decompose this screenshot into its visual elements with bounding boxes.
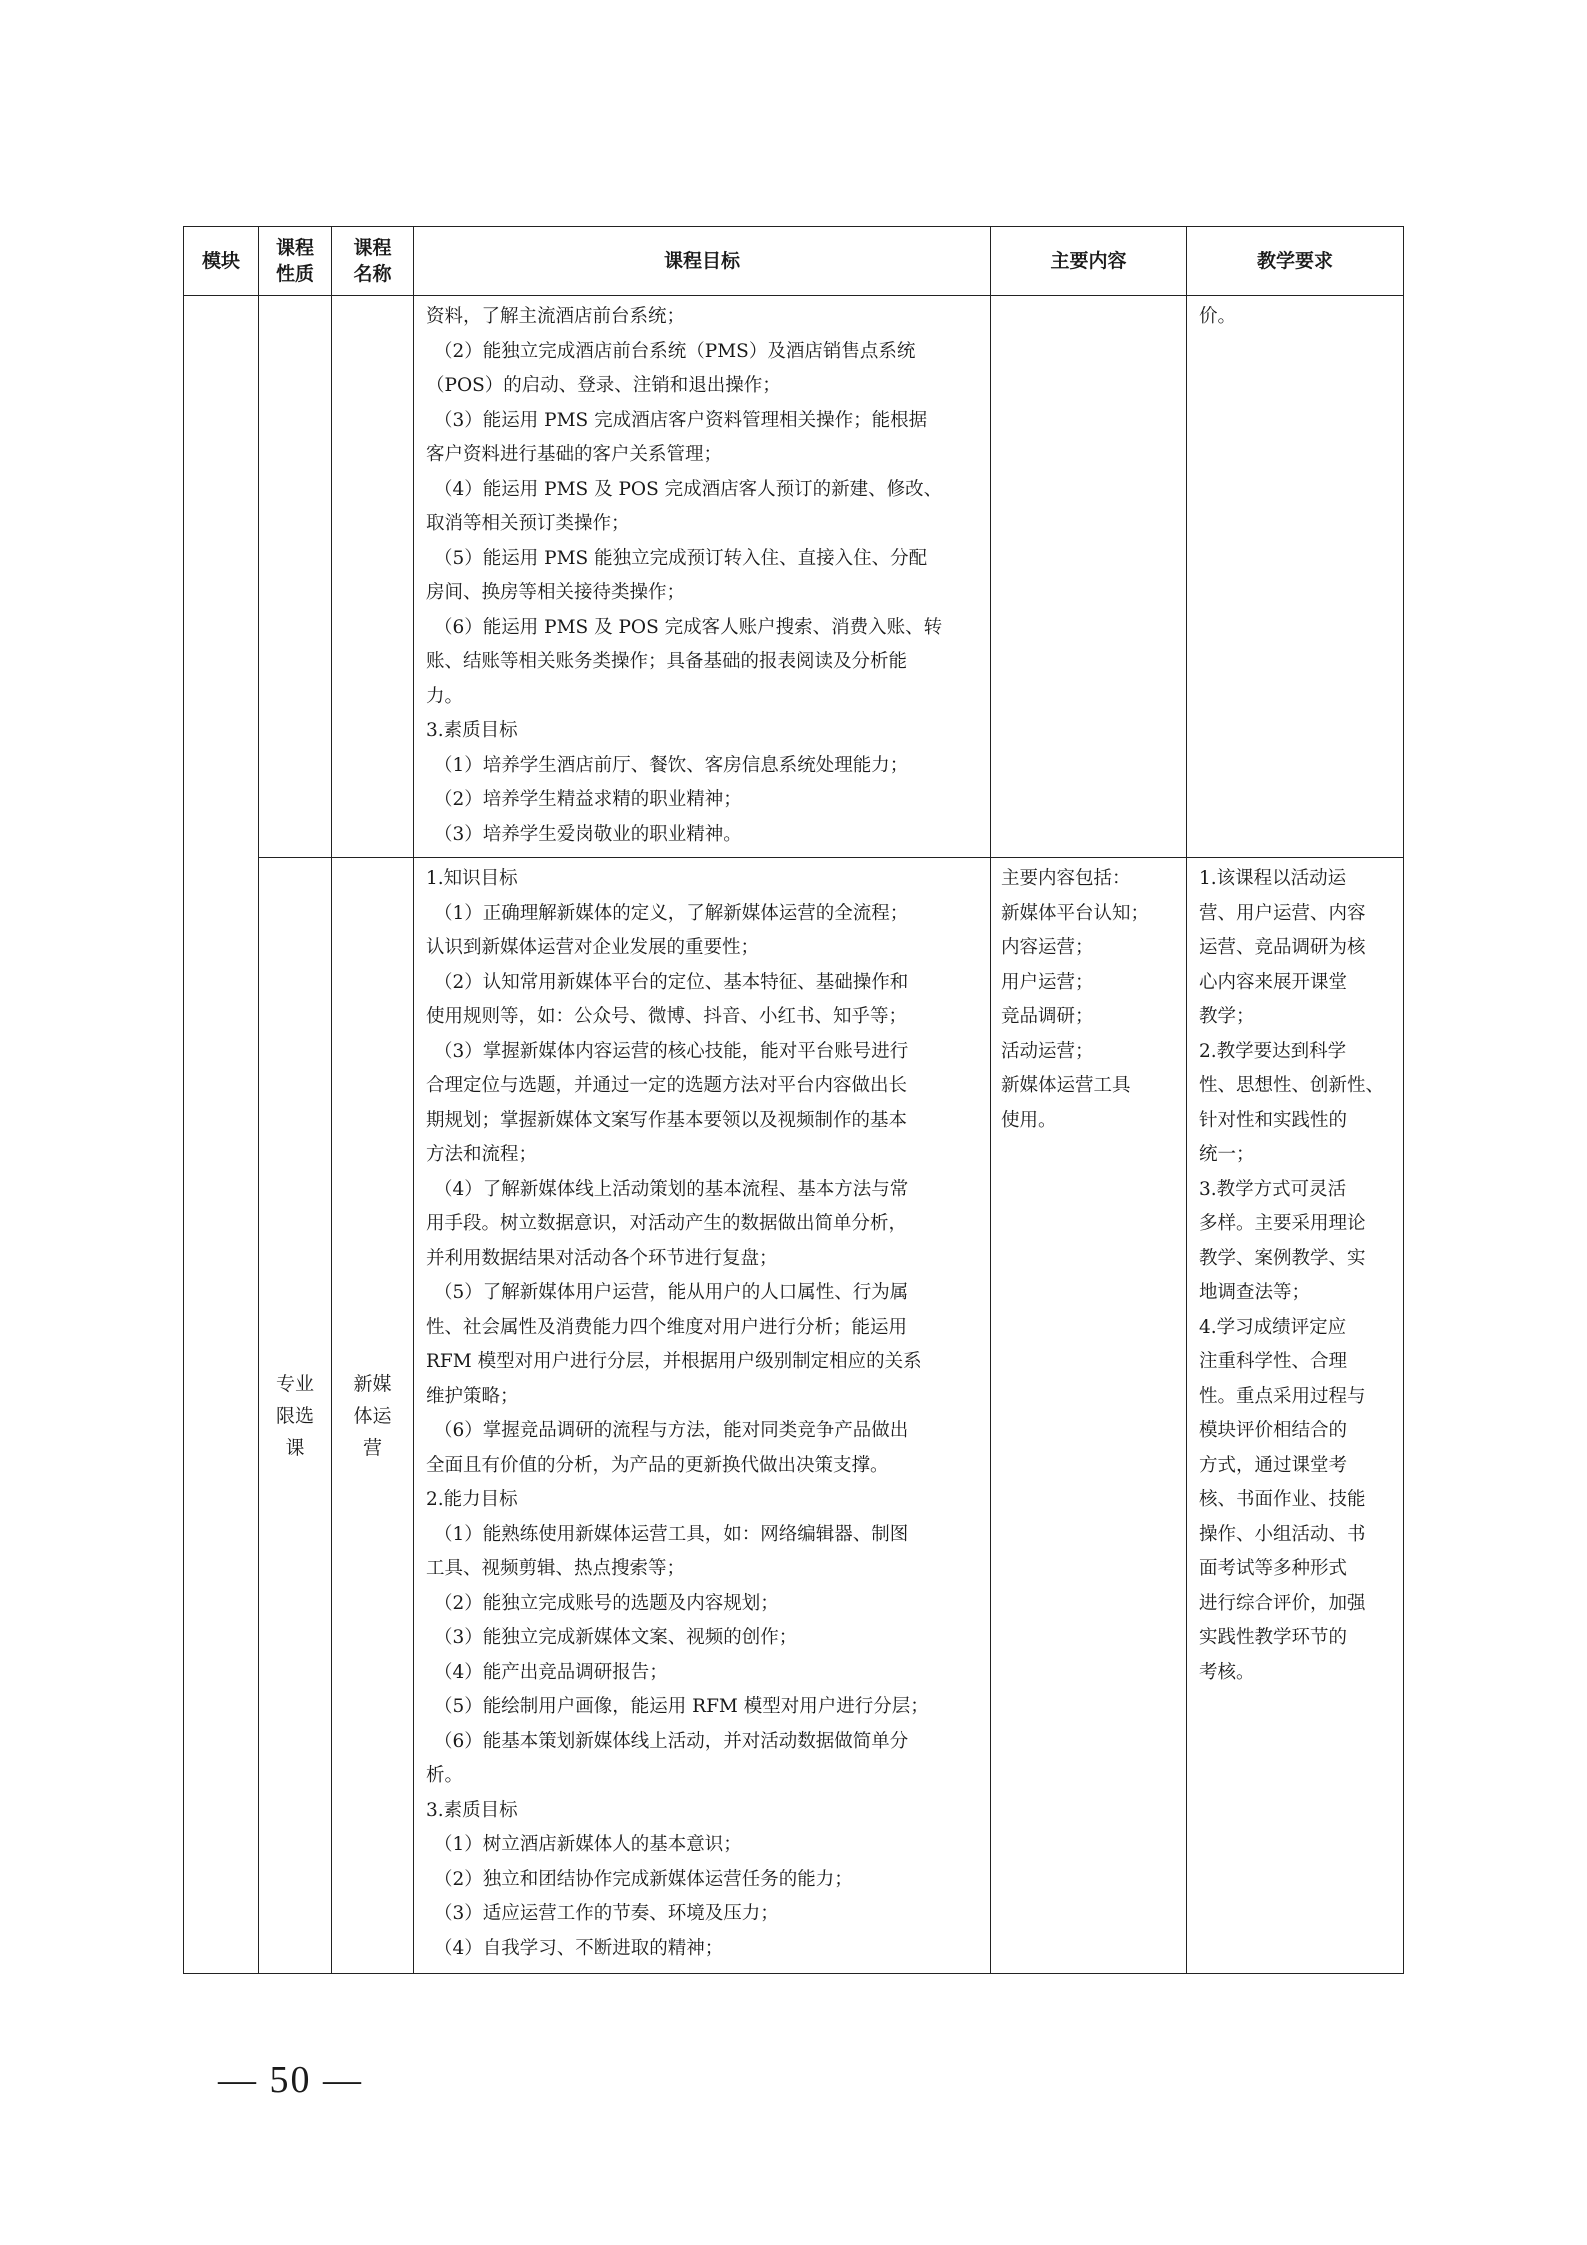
center-line: 新媒 [353,1372,392,1395]
requirement-line: 核、书面作业、技能 [1199,1489,1366,1510]
goal-line: 1.知识目标 [426,868,518,889]
cell-main-content [991,296,1187,858]
goal-line: （5）能绘制用户画像，能运用 RFM 模型对用户进行分层； [434,1696,929,1717]
cell-teaching-requirements [1187,858,1404,1974]
table-header-row [184,227,1404,296]
table-row [184,296,1404,858]
requirement-line: 考核。 [1199,1661,1255,1683]
header-module [184,227,259,296]
goal-line: （3）掌握新媒体内容运营的核心技能，能对平台账号进行 [434,1040,909,1062]
content-line: 用户运营； [1001,971,1094,993]
header-course-name [332,227,414,296]
goal-line: （1）能熟练使用新媒体运营工具，如：网络编辑器、制图 [434,1523,909,1545]
requirement-line: 统一； [1199,1144,1255,1165]
goal-line: （1）正确理解新媒体的定义，了解新媒体运营的全流程； [434,902,909,924]
goal-line: （1）树立酒店新媒体人的基本意识； [434,1834,742,1855]
requirement-line: 4.学习成绩评定应 [1199,1316,1347,1338]
requirement-line: 2.教学要达到科学 [1199,1040,1347,1062]
header-teaching-requirements-line: 教学要求 [1256,250,1333,272]
header-main-content-line: 主要内容 [1050,250,1127,272]
cell-teaching-requirements [1187,296,1404,858]
cell-course-goals [414,858,991,1974]
goal-line: 期规划；掌握新媒体文案写作基本要领以及视频制作的基本 [426,1109,908,1131]
goal-line: 账、结账等相关账务类操作；具备基础的报表阅读及分析能 [426,651,908,672]
center-line: 专业 [275,1372,314,1395]
goal-line: 力。 [426,685,464,707]
goal-line: 析。 [426,1765,464,1786]
goal-line: （5）了解新媒体用户运营，能从用户的人口属性、行为属 [434,1282,909,1303]
goal-line: （3）能独立完成新媒体文案、视频的创作； [434,1627,798,1648]
content-line: 活动运营； [1001,1040,1094,1062]
goal-line: （3）适应运营工作的节奏、环境及压力； [434,1903,779,1924]
goal-line: （4）能产出竞品调研报告； [434,1661,668,1683]
goal-line: （5）能运用 PMS 能独立完成预订转入住、直接入住、分配 [434,547,928,569]
goal-line: 使用规则等，如：公众号、微博、抖音、小红书、知乎等； [426,1006,908,1027]
requirement-line: 运营、竞品调研为核 [1199,937,1366,958]
goal-line: （POS）的启动、登录、注销和退出操作； [426,375,781,396]
center-line: 体运 [353,1404,392,1427]
goal-line: （4）能运用 PMS 及 POS 完成酒店客人预订的新建、修改、 [434,478,943,500]
goal-line: 3.素质目标 [426,1799,518,1821]
goal-line: （1）培养学生酒店前厅、餐饮、客房信息系统处理能力； [434,754,909,776]
header-course-goals [414,227,991,296]
requirement-line: 进行综合评价，加强 [1199,1592,1366,1614]
goal-line: RFM 模型对用户进行分层，并根据用户级别制定相应的关系 [426,1351,922,1372]
requirement-line: 地调查法等； [1199,1282,1311,1303]
cell-course-nature [259,858,332,1974]
content-line: 内容运营； [1001,937,1094,958]
requirement-line: 性。重点采用过程与 [1199,1385,1366,1407]
goal-line: 维护策略； [426,1385,519,1407]
content-line: 主要内容包括： [1001,868,1131,889]
page-number: — 50 — [218,2059,363,2101]
center-line: 营 [362,1436,382,1459]
center-line: 课 [285,1436,305,1459]
cell-main-content [991,858,1187,1974]
requirement-line: 注重科学性、合理 [1199,1351,1348,1372]
requirement-line: 教学； [1199,1006,1255,1027]
requirement-line: 心内容来展开课堂 [1199,971,1348,993]
requirement-line: 模块评价相结合的 [1199,1420,1348,1441]
header-course-name-line: 名称 [353,263,392,285]
goal-line: 性、社会属性及消费能力四个维度对用户进行分析；能运用 [426,1316,908,1338]
goal-line: 认识到新媒体运营对企业发展的重要性； [426,937,760,958]
header-course-goals-line: 课程目标 [663,250,740,272]
goal-line: 取消等相关预订类操作； [426,513,630,534]
goal-line: 2.能力目标 [426,1489,518,1510]
goal-line: （6）能基本策划新媒体线上活动，并对活动数据做简单分 [434,1730,909,1752]
cell-course-goals [414,296,991,858]
content-line: 竞品调研； [1001,1006,1094,1027]
curriculum-table [183,226,1404,1974]
header-course-nature [259,227,332,296]
requirement-line: 操作、小组活动、书 [1199,1523,1366,1545]
requirement-line: 营、用户运营、内容 [1199,902,1366,924]
goal-line: （4）自我学习、不断进取的精神； [434,1937,724,1959]
requirement-line: 性、思想性、创新性、 [1199,1075,1385,1096]
goal-line: 合理定位与选题，并通过一定的选题方法对平台内容做出长 [426,1075,908,1096]
requirement-line: 1.该课程以活动运 [1199,868,1347,889]
content-line: 新媒体平台认知； [1001,902,1150,924]
requirement-line: 面考试等多种形式 [1199,1558,1348,1579]
requirement-line: 针对性和实践性的 [1199,1109,1348,1131]
requirement-line: 多样。主要采用理论 [1199,1213,1366,1234]
requirement-line: 方式，通过课堂考 [1199,1454,1348,1476]
goal-line: （6）掌握竞品调研的流程与方法，能对同类竞争产品做出 [434,1420,909,1441]
goal-line: 资料，了解主流酒店前台系统； [426,306,686,327]
goal-line: （3）能运用 PMS 完成酒店客户资料管理相关操作；能根据 [434,409,928,431]
goal-line: 用手段。树立数据意识，对活动产生的数据做出简单分析， [426,1213,908,1234]
cell-course-nature [259,296,332,858]
header-course-name-line: 课程 [353,237,392,259]
header-teaching-requirements [1187,227,1404,296]
goal-line: （2）独立和团结协作完成新媒体运营任务的能力； [434,1868,853,1890]
goal-line: 客户资料进行基础的客户关系管理； [426,444,723,465]
center-line: 限选 [275,1404,314,1427]
goal-line: （2）能独立完成账号的选题及内容规划； [434,1592,779,1614]
header-course-nature-line: 课程 [275,237,314,259]
goal-line: 并利用数据结果对活动各个环节进行复盘； [426,1247,778,1269]
goal-line: 房间、换房等相关接待类操作； [426,582,686,603]
header-main-content [991,227,1187,296]
goal-line: （3）培养学生爱岗敬业的职业精神。 [434,823,742,845]
requirement-line: 教学、案例教学、实 [1199,1247,1366,1269]
requirement-line: 价。 [1199,306,1237,327]
goal-line: （2）认知常用新媒体平台的定位、基本特征、基础操作和 [434,971,909,993]
goal-line: 3.素质目标 [426,720,518,741]
content-line: 新媒体运营工具 [1001,1075,1131,1096]
goal-line: （4）了解新媒体线上活动策划的基本流程、基本方法与常 [434,1178,909,1200]
goal-line: （2）培养学生精益求精的职业精神； [434,789,742,810]
goal-line: 全面且有价值的分析，为产品的更新换代做出决策支撑。 [426,1454,889,1476]
content-line: 使用。 [1001,1109,1057,1131]
requirement-line: 3.教学方式可灵活 [1199,1178,1347,1200]
table-row [184,858,1404,1974]
goal-line: 工具、视频剪辑、热点搜索等； [426,1558,686,1579]
goal-line: （2）能独立完成酒店前台系统（PMS）及酒店销售点系统 [434,340,916,362]
requirement-line: 实践性教学环节的 [1199,1627,1348,1648]
goal-line: （6）能运用 PMS 及 POS 完成客人账户搜索、消费入账、转 [434,616,943,638]
cell-course-name [332,858,414,1974]
cell-module [184,296,259,1974]
header-course-nature-line: 性质 [275,263,314,285]
header-module-line: 模块 [201,250,240,272]
cell-course-name [332,296,414,858]
goal-line: 方法和流程； [426,1144,538,1165]
